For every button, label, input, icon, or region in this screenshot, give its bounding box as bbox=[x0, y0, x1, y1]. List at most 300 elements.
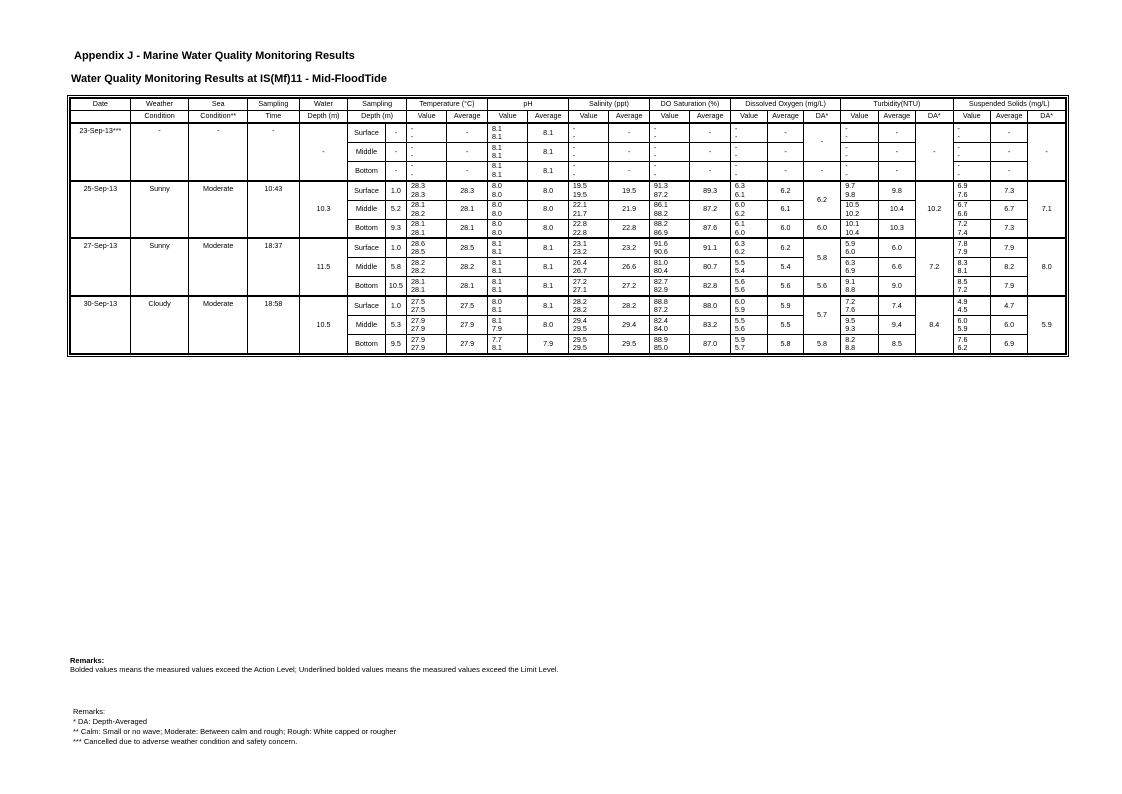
weather-cell: Cloudy bbox=[130, 296, 189, 353]
header-sampling-time-2: Time bbox=[248, 111, 300, 124]
do-value-cell-reading: 6.1 bbox=[734, 219, 745, 229]
turb-average-cell: 6.0 bbox=[878, 238, 915, 257]
dosat-value-cell bbox=[649, 277, 689, 296]
temp-value-cell-reading: - bbox=[410, 161, 414, 171]
ph-value-cell bbox=[487, 277, 527, 296]
results-table-body bbox=[71, 99, 1066, 354]
sal-value-cell-reading: - bbox=[572, 123, 576, 133]
header-sea-2: Condition** bbox=[189, 111, 248, 124]
ph-value-cell bbox=[487, 181, 527, 200]
date-cell: 30-Sep-13 bbox=[71, 296, 131, 353]
sal-value-cell-reading: - bbox=[572, 161, 576, 171]
dosat-value-cell bbox=[649, 200, 689, 219]
ph-average-cell: 8.1 bbox=[528, 258, 569, 277]
dosat-value-cell-reading: 87.2 bbox=[653, 305, 668, 315]
header-temp-value: Value bbox=[406, 111, 446, 124]
sampling-depth-cell: 1.0 bbox=[385, 296, 406, 315]
dosat-value-cell-reading: 90.6 bbox=[653, 247, 668, 257]
turb-value-cell-reading: 9.1 bbox=[845, 276, 856, 286]
do-average-cell: 6.1 bbox=[768, 200, 803, 219]
ss-value-cell-reading: 8.3 bbox=[957, 258, 968, 268]
ph-value-cell bbox=[487, 142, 527, 161]
table-title: Water Quality Monitoring Results at IS(Mf)11 - Mid-FloodTide bbox=[71, 73, 387, 85]
ss-value-cell-reading: 4.5 bbox=[957, 305, 968, 315]
sampling-depth-cell: 10.5 bbox=[385, 277, 406, 296]
ph-value-cell bbox=[487, 123, 527, 142]
dosat-value-cell-reading: - bbox=[653, 131, 657, 141]
level-cell: Bottom bbox=[348, 219, 385, 238]
dosat-value-cell-reading: 82.4 bbox=[653, 315, 668, 325]
ph-value-cell-reading: 8.1 bbox=[491, 247, 502, 257]
water-depth-cell: - bbox=[299, 123, 348, 181]
ph-value-cell-reading: 8.1 bbox=[491, 315, 502, 325]
ph-value-cell-reading: 8.0 bbox=[491, 219, 502, 229]
turb-value-cell-reading: 9.8 bbox=[845, 189, 856, 199]
dosat-value-cell-reading: 88.2 bbox=[653, 208, 668, 218]
sal-value-cell-reading: 29.5 bbox=[572, 334, 587, 344]
dosat-average-cell: 80.7 bbox=[690, 258, 730, 277]
ph-average-cell: 8.0 bbox=[528, 219, 569, 238]
temp-average-cell: 28.1 bbox=[447, 277, 488, 296]
ph-average-cell: 8.1 bbox=[528, 296, 569, 315]
turb-da-cell: - bbox=[916, 123, 953, 181]
remarks-action-level bbox=[70, 656, 559, 674]
ph-value-cell-reading: 8.0 bbox=[491, 181, 502, 191]
level-cell: Surface bbox=[348, 238, 385, 257]
sampling-time-cell: - bbox=[248, 123, 300, 181]
turb-value-cell-reading: 10.1 bbox=[845, 219, 860, 229]
sal-value-cell-reading: 28.2 bbox=[572, 296, 587, 306]
turb-average-cell: 9.4 bbox=[878, 316, 915, 335]
do-value-cell bbox=[730, 296, 767, 315]
header-ph-average: Average bbox=[528, 111, 569, 124]
turb-value-cell-reading: 8.8 bbox=[845, 285, 856, 295]
sampling-depth-cell: 5.3 bbox=[385, 316, 406, 335]
temp-value-cell bbox=[406, 258, 446, 277]
dosat-average-cell: - bbox=[690, 161, 730, 180]
ss-value-cell bbox=[953, 161, 990, 180]
temp-value-cell-reading: 27.5 bbox=[410, 305, 425, 315]
dosat-average-cell: 89.3 bbox=[690, 181, 730, 200]
sal-value-cell-reading: 23.2 bbox=[572, 247, 587, 257]
do-value-cell-reading: - bbox=[734, 131, 738, 141]
dosat-value-cell-reading: 88.8 bbox=[653, 296, 668, 306]
header-sea: Sea bbox=[189, 99, 248, 111]
temp-average-cell: 27.9 bbox=[447, 335, 488, 354]
sal-average-cell: - bbox=[609, 142, 650, 161]
header-weather: Weather bbox=[130, 99, 189, 111]
date-cell: 23-Sep-13*** bbox=[71, 123, 131, 181]
sampling-time-cell: 18:37 bbox=[248, 238, 300, 296]
sea-condition-cell: Moderate bbox=[189, 296, 248, 353]
ph-value-cell-reading: 8.1 bbox=[491, 266, 502, 276]
sal-value-cell-reading: 19.5 bbox=[572, 181, 587, 191]
level-cell: Middle bbox=[348, 316, 385, 335]
temp-average-cell: 27.9 bbox=[447, 316, 488, 335]
dosat-average-cell: - bbox=[690, 142, 730, 161]
ss-value-cell-reading: 6.7 bbox=[957, 200, 968, 210]
temp-average-cell: 27.5 bbox=[447, 296, 488, 315]
do-value-cell-reading: - bbox=[734, 161, 738, 171]
turb-value-cell-reading: 6.0 bbox=[845, 247, 856, 257]
turb-value-cell-reading: - bbox=[845, 131, 848, 141]
header-turb-value: Value bbox=[841, 111, 878, 124]
temp-value-cell-reading: 27.9 bbox=[410, 334, 425, 344]
turb-value-cell bbox=[841, 142, 878, 161]
ss-value-cell-reading: - bbox=[957, 161, 960, 171]
turb-da-cell: 8.4 bbox=[916, 296, 953, 353]
ph-value-cell-reading: 8.1 bbox=[491, 343, 502, 352]
turb-value-cell-reading: 7.2 bbox=[845, 296, 856, 306]
dosat-value-cell bbox=[649, 238, 689, 257]
level-cell: Bottom bbox=[348, 335, 385, 354]
sal-value-cell-reading: 22.8 bbox=[572, 219, 587, 229]
header-temp-average: Average bbox=[447, 111, 488, 124]
ph-average-cell: 8.0 bbox=[528, 316, 569, 335]
sal-value-cell bbox=[568, 277, 608, 296]
dosat-value-cell-reading: 82.9 bbox=[653, 285, 668, 295]
do-value-cell-reading: 5.9 bbox=[734, 334, 745, 344]
do-value-cell bbox=[730, 238, 767, 257]
temp-value-cell-reading: - bbox=[410, 150, 414, 160]
temp-value-cell bbox=[406, 296, 446, 315]
dosat-value-cell bbox=[649, 296, 689, 315]
turb-value-cell bbox=[841, 238, 878, 257]
sampling-depth-cell: 1.0 bbox=[385, 181, 406, 200]
temp-value-cell-reading: 27.9 bbox=[410, 324, 425, 334]
ss-da-cell: 7.1 bbox=[1028, 181, 1066, 239]
turb-average-cell: - bbox=[878, 161, 915, 180]
ss-da-cell: 8.0 bbox=[1028, 238, 1066, 296]
sal-value-cell bbox=[568, 258, 608, 277]
turb-average-cell: 9.8 bbox=[878, 181, 915, 200]
do-average-cell: 6.2 bbox=[768, 238, 803, 257]
turb-average-cell: 10.4 bbox=[878, 200, 915, 219]
sal-value-cell-reading: 19.5 bbox=[572, 189, 587, 199]
temp-value-cell-reading: 28.1 bbox=[410, 200, 425, 210]
temp-average-cell: - bbox=[447, 123, 488, 142]
ph-value-cell-reading: 8.1 bbox=[491, 161, 502, 171]
ss-average-cell: - bbox=[990, 161, 1027, 180]
header-salinity: Salinity (ppt) bbox=[568, 99, 649, 111]
ss-value-cell-reading: 6.6 bbox=[957, 208, 968, 218]
water-depth-cell: 10.5 bbox=[299, 296, 348, 353]
temp-value-cell bbox=[406, 161, 446, 180]
turb-value-cell-reading: - bbox=[845, 169, 848, 179]
sal-value-cell bbox=[568, 142, 608, 161]
ss-average-cell: - bbox=[990, 123, 1027, 142]
footnote-da: * DA: Depth-Averaged bbox=[73, 717, 148, 726]
level-cell: Surface bbox=[348, 123, 385, 142]
sal-average-cell: 29.4 bbox=[609, 316, 650, 335]
header-sal-average: Average bbox=[609, 111, 650, 124]
ss-average-cell: 4.7 bbox=[990, 296, 1027, 315]
level-cell: Surface bbox=[348, 181, 385, 200]
sampling-depth-cell: 5.2 bbox=[385, 200, 406, 219]
ss-value-cell-reading: 5.9 bbox=[957, 324, 968, 334]
weather-cell: Sunny bbox=[130, 238, 189, 296]
header-weather-2: Condition bbox=[130, 111, 189, 124]
dosat-value-cell-reading: 84.0 bbox=[653, 324, 668, 334]
footnote-cancelled: *** Cancelled due to adverse weather condition and safety concern. bbox=[73, 737, 298, 746]
ss-average-cell: 7.9 bbox=[990, 277, 1027, 296]
turb-value-cell-reading: - bbox=[845, 161, 848, 171]
header-ph-value: Value bbox=[487, 111, 527, 124]
ss-da-cell: 5.9 bbox=[1028, 296, 1066, 353]
ss-value-cell-reading: - bbox=[957, 131, 960, 141]
turb-average-cell: 8.5 bbox=[878, 335, 915, 354]
dosat-value-cell-reading: 86.9 bbox=[653, 227, 668, 237]
ph-value-cell bbox=[487, 335, 527, 354]
sal-average-cell: 22.8 bbox=[609, 219, 650, 238]
dosat-value-cell bbox=[649, 219, 689, 238]
dosat-value-cell bbox=[649, 335, 689, 354]
turb-value-cell-reading: 9.5 bbox=[845, 315, 856, 325]
ph-value-cell-reading: 8.0 bbox=[491, 189, 502, 199]
sal-value-cell-reading: 29.5 bbox=[572, 343, 587, 352]
sal-value-cell-reading: 27.2 bbox=[572, 276, 587, 286]
sal-value-cell-reading: 26.4 bbox=[572, 258, 587, 268]
dosat-value-cell-reading: - bbox=[653, 142, 657, 152]
do-value-cell bbox=[730, 181, 767, 200]
sal-value-cell bbox=[568, 335, 608, 354]
sal-average-cell: - bbox=[609, 161, 650, 180]
turb-value-cell-reading: 10.2 bbox=[845, 208, 860, 218]
remarks-title: Remarks: bbox=[70, 656, 105, 665]
sea-condition-cell: Moderate bbox=[189, 181, 248, 239]
ss-value-cell-reading: 8.1 bbox=[957, 266, 968, 276]
sal-value-cell bbox=[568, 161, 608, 180]
do-da-cell: - bbox=[803, 123, 840, 161]
sampling-depth-cell: 1.0 bbox=[385, 238, 406, 257]
do-value-cell bbox=[730, 200, 767, 219]
do-value-cell-reading: 6.0 bbox=[734, 296, 745, 306]
do-value-cell-reading: 5.4 bbox=[734, 266, 745, 276]
sal-average-cell: 26.6 bbox=[609, 258, 650, 277]
do-value-cell-reading: 6.3 bbox=[734, 239, 745, 249]
table-row bbox=[71, 238, 1066, 257]
turb-average-cell: 6.6 bbox=[878, 258, 915, 277]
sal-value-cell bbox=[568, 181, 608, 200]
ss-value-cell-reading: - bbox=[957, 142, 960, 152]
ss-value-cell bbox=[953, 335, 990, 354]
dosat-value-cell bbox=[649, 123, 689, 142]
header-date: Date bbox=[71, 99, 131, 111]
header-ph: pH bbox=[487, 99, 568, 111]
sal-average-cell: - bbox=[609, 123, 650, 142]
turb-value-cell bbox=[841, 296, 878, 315]
ph-value-cell-reading: 8.0 bbox=[491, 208, 502, 218]
dosat-average-cell: 83.2 bbox=[690, 316, 730, 335]
dosat-value-cell-reading: 85.0 bbox=[653, 343, 668, 352]
header-dissolved-oxygen: Dissolved Oxygen (mg/L) bbox=[730, 99, 840, 111]
ph-value-cell-reading: 7.9 bbox=[491, 324, 502, 334]
turb-value-cell-reading: 8.8 bbox=[845, 343, 856, 352]
turb-value-cell bbox=[841, 316, 878, 335]
ss-value-cell-reading: 6.2 bbox=[957, 343, 968, 352]
temp-average-cell: 28.1 bbox=[447, 200, 488, 219]
turb-value-cell-reading: 6.9 bbox=[845, 266, 856, 276]
do-value-cell bbox=[730, 335, 767, 354]
header-water-depth-2: Depth (m) bbox=[299, 111, 348, 124]
do-value-cell bbox=[730, 258, 767, 277]
header-turbidity: Turbidity(NTU) bbox=[841, 99, 953, 111]
turb-value-cell-reading: 7.6 bbox=[845, 305, 856, 315]
header-turb-da: DA* bbox=[916, 111, 953, 124]
sal-average-cell: 27.2 bbox=[609, 277, 650, 296]
do-value-cell-reading: 5.5 bbox=[734, 258, 745, 268]
turb-value-cell-reading: 6.3 bbox=[845, 258, 856, 268]
weather-cell: Sunny bbox=[130, 181, 189, 239]
ss-value-cell-reading: 8.5 bbox=[957, 276, 968, 286]
ph-value-cell bbox=[487, 161, 527, 180]
turb-value-cell-reading: - bbox=[845, 123, 848, 133]
sampling-depth-cell: 5.8 bbox=[385, 258, 406, 277]
sal-value-cell-reading: 21.7 bbox=[572, 208, 587, 218]
ph-average-cell: 8.1 bbox=[528, 277, 569, 296]
ss-value-cell bbox=[953, 258, 990, 277]
header-sampling-depth: Sampling bbox=[348, 99, 407, 111]
temp-value-cell bbox=[406, 142, 446, 161]
sal-average-cell: 28.2 bbox=[609, 296, 650, 315]
dosat-value-cell bbox=[649, 161, 689, 180]
date-cell: 25-Sep-13 bbox=[71, 181, 131, 239]
ss-average-cell: 6.7 bbox=[990, 200, 1027, 219]
turb-value-cell-reading: 9.3 bbox=[845, 324, 856, 334]
do-da-cell: 5.8 bbox=[803, 238, 840, 276]
ph-value-cell bbox=[487, 219, 527, 238]
ph-value-cell-reading: 8.1 bbox=[491, 131, 502, 141]
temp-value-cell-reading: 28.1 bbox=[410, 276, 425, 286]
turb-value-cell-reading: - bbox=[845, 142, 848, 152]
ph-value-cell-reading: 8.1 bbox=[491, 150, 502, 160]
turb-value-cell bbox=[841, 277, 878, 296]
ph-value-cell bbox=[487, 316, 527, 335]
do-value-cell-reading: 6.2 bbox=[734, 247, 745, 257]
sal-value-cell-reading: 26.7 bbox=[572, 266, 587, 276]
ph-value-cell-reading: 8.1 bbox=[491, 305, 502, 315]
sampling-depth-cell: - bbox=[385, 161, 406, 180]
temp-value-cell-reading: - bbox=[410, 142, 414, 152]
ss-da-cell: - bbox=[1028, 123, 1066, 181]
header-row-1 bbox=[71, 99, 1066, 111]
temp-value-cell-reading: 28.1 bbox=[410, 219, 425, 229]
ph-average-cell: 8.1 bbox=[528, 142, 569, 161]
turb-value-cell bbox=[841, 123, 878, 142]
ss-average-cell: 6.9 bbox=[990, 335, 1027, 354]
ph-value-cell-reading: 8.1 bbox=[491, 285, 502, 295]
do-value-cell-reading: 6.0 bbox=[734, 227, 745, 237]
do-average-cell: 6.0 bbox=[768, 219, 803, 238]
ph-average-cell: 8.0 bbox=[528, 200, 569, 219]
do-bottom-cell: 5.6 bbox=[803, 277, 840, 296]
ph-value-cell-reading: 8.0 bbox=[491, 296, 502, 306]
dosat-value-cell-reading: 88.2 bbox=[653, 219, 668, 229]
do-value-cell-reading: - bbox=[734, 142, 738, 152]
dosat-value-cell-reading: 86.1 bbox=[653, 200, 668, 210]
ss-average-cell: 8.2 bbox=[990, 258, 1027, 277]
results-table-frame bbox=[67, 95, 1069, 357]
temp-value-cell-reading: 28.3 bbox=[410, 189, 425, 199]
do-value-cell-reading: 5.7 bbox=[734, 343, 745, 352]
temp-value-cell bbox=[406, 181, 446, 200]
header-dosat-average: Average bbox=[690, 111, 730, 124]
dosat-value-cell-reading: - bbox=[653, 123, 657, 133]
do-average-cell: 5.9 bbox=[768, 296, 803, 315]
sal-value-cell-reading: 29.5 bbox=[572, 324, 587, 334]
level-cell: Bottom bbox=[348, 277, 385, 296]
results-table bbox=[70, 98, 1066, 354]
do-average-cell: 6.2 bbox=[768, 181, 803, 200]
turb-average-cell: 10.3 bbox=[878, 219, 915, 238]
sal-value-cell-reading: - bbox=[572, 131, 576, 141]
temp-average-cell: 28.5 bbox=[447, 238, 488, 257]
temp-value-cell-reading: 28.6 bbox=[410, 239, 425, 249]
ss-value-cell-reading: 7.6 bbox=[957, 189, 968, 199]
ph-value-cell-reading: 8.1 bbox=[491, 258, 502, 268]
sampling-depth-cell: - bbox=[385, 142, 406, 161]
water-depth-cell: 10.3 bbox=[299, 181, 348, 239]
turb-value-cell-reading: 5.9 bbox=[845, 239, 856, 249]
header-turb-average: Average bbox=[878, 111, 915, 124]
ss-average-cell: 7.3 bbox=[990, 181, 1027, 200]
sampling-depth-cell: 9.5 bbox=[385, 335, 406, 354]
turb-value-cell-reading: - bbox=[845, 150, 848, 160]
do-da-cell: 5.7 bbox=[803, 296, 840, 334]
do-value-cell-reading: - bbox=[734, 123, 738, 133]
ss-value-cell-reading: 7.6 bbox=[957, 334, 968, 344]
do-bottom-cell: 6.0 bbox=[803, 219, 840, 238]
do-value-cell bbox=[730, 142, 767, 161]
ss-value-cell bbox=[953, 296, 990, 315]
sampling-time-cell: 10:43 bbox=[248, 181, 300, 239]
sal-value-cell-reading: 29.4 bbox=[572, 315, 587, 325]
do-value-cell-reading: 5.6 bbox=[734, 324, 745, 334]
sal-value-cell-reading: 28.2 bbox=[572, 305, 587, 315]
table-row bbox=[71, 123, 1066, 142]
temp-value-cell bbox=[406, 316, 446, 335]
ss-value-cell bbox=[953, 219, 990, 238]
do-average-cell: 5.6 bbox=[768, 277, 803, 296]
temp-value-cell bbox=[406, 335, 446, 354]
sampling-depth-cell: - bbox=[385, 123, 406, 142]
ss-value-cell bbox=[953, 277, 990, 296]
level-cell: Middle bbox=[348, 142, 385, 161]
do-value-cell-reading: 6.0 bbox=[734, 200, 745, 210]
header-do-saturation: DO Saturation (%) bbox=[649, 99, 730, 111]
temp-value-cell bbox=[406, 123, 446, 142]
sea-condition-cell: Moderate bbox=[189, 238, 248, 296]
sal-average-cell: 21.9 bbox=[609, 200, 650, 219]
level-cell: Middle bbox=[348, 200, 385, 219]
turb-value-cell bbox=[841, 200, 878, 219]
turb-value-cell bbox=[841, 258, 878, 277]
ss-value-cell-reading: - bbox=[957, 123, 960, 133]
ss-value-cell bbox=[953, 142, 990, 161]
dosat-value-cell bbox=[649, 316, 689, 335]
do-value-cell-reading: 6.2 bbox=[734, 208, 745, 218]
temp-value-cell bbox=[406, 277, 446, 296]
temp-value-cell bbox=[406, 238, 446, 257]
do-value-cell bbox=[730, 219, 767, 238]
header-do-average: Average bbox=[768, 111, 803, 124]
dosat-value-cell-reading: - bbox=[653, 150, 657, 160]
ss-value-cell-reading: 7.4 bbox=[957, 227, 968, 237]
dosat-value-cell bbox=[649, 181, 689, 200]
ss-value-cell-reading: 4.9 bbox=[957, 296, 968, 306]
dosat-average-cell: 91.1 bbox=[690, 238, 730, 257]
ph-average-cell: 8.1 bbox=[528, 123, 569, 142]
